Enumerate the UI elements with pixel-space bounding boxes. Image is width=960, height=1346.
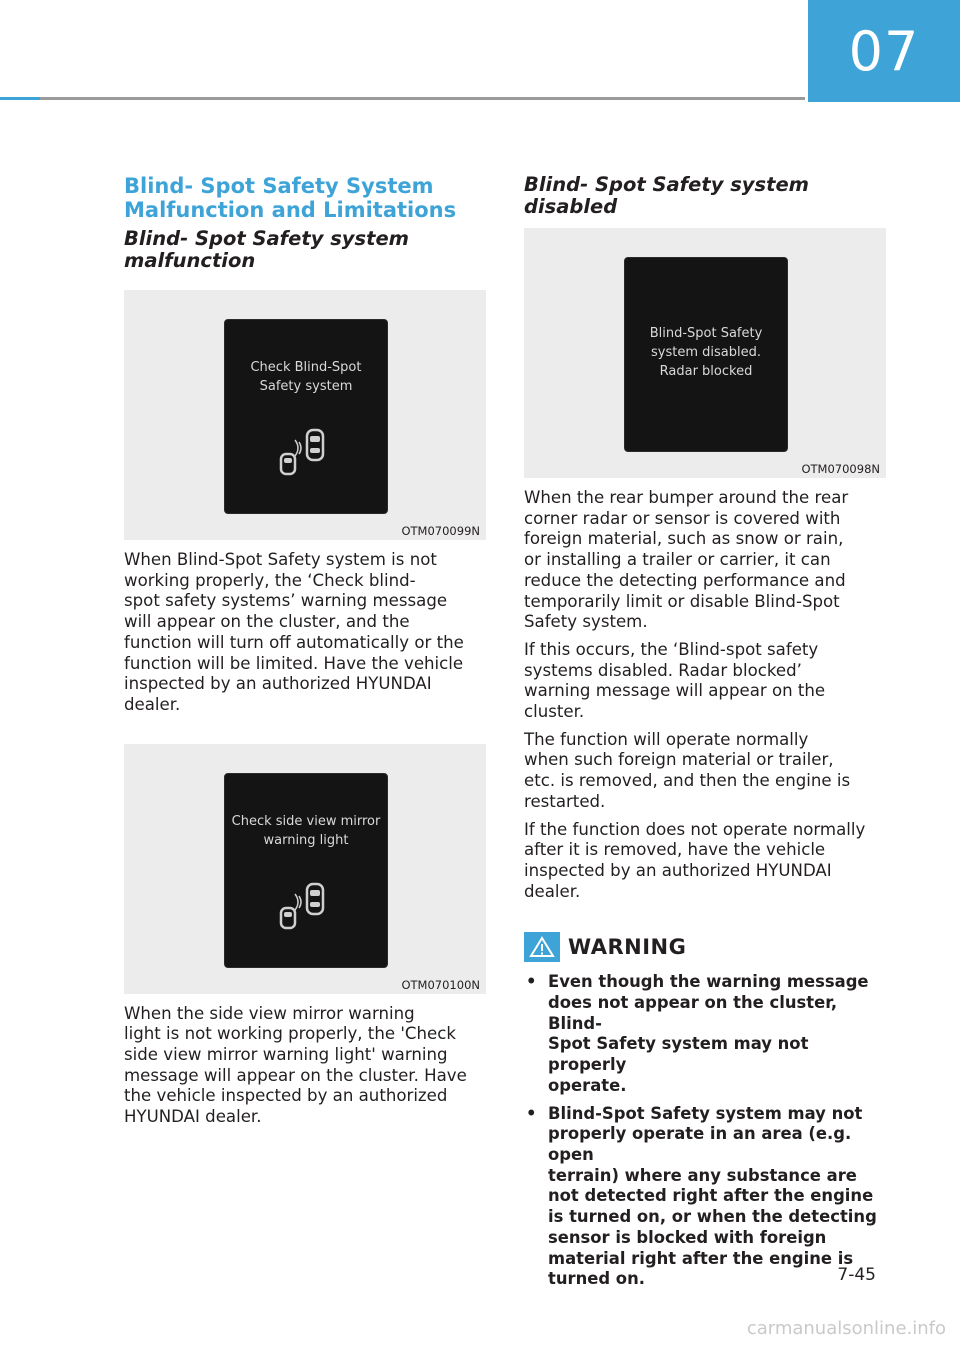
cluster-message: Check side view mirror warning light <box>231 813 381 848</box>
figure-check-side-mirror <box>124 744 486 994</box>
list-item <box>524 972 886 1096</box>
bullet-icon: • <box>526 972 537 992</box>
paragraph: The function will operate normally when such foreign material or trailer, etc. is removed, and then the engine is restarted. <box>524 729 851 811</box>
bullet-icon: • <box>526 1103 537 1123</box>
car-radar-icon <box>277 428 337 484</box>
paragraph: When the side view mirror warning light is not working properly, the 'Check side view mirror warning light' warning message will appear on the cluster. Have the vehicle inspected by an authorized HYUNDAI dealer. <box>124 1003 467 1127</box>
figure-code: OTM070099N <box>401 524 480 538</box>
cluster-screen <box>624 257 788 452</box>
warning-triangle-icon <box>524 932 560 962</box>
figure-code: OTM070100N <box>401 977 480 992</box>
list-item <box>524 1104 886 1290</box>
header-rule-accent <box>0 97 40 100</box>
paragraph: If the function does not operate normally after it is removed, have the vehicle inspected by an authorized HYUNDAI dealer. <box>524 819 866 901</box>
subtitle-disabled: Blind- Spot Safety system disabled <box>524 173 809 218</box>
subtitle-malfunction: Blind- Spot Safety system malfunction <box>124 227 409 272</box>
warning-item-text: Blind-Spot Safety system may not properly operate in an area (e.g. open terrain) where any substance are not detected right after the engine is turned on, or when the detecting sensor is blocked with foreign material right after the engine is turned on. <box>548 1103 877 1289</box>
warning-list <box>524 972 886 1290</box>
chapter-tab: 07 <box>808 0 960 102</box>
figure-radar-blocked <box>524 228 886 478</box>
section-title: Blind- Spot Safety System Malfunction and Limitations <box>124 174 457 222</box>
warning-title: WARNING <box>568 935 687 960</box>
cluster-screen <box>224 773 388 968</box>
paragraph: When the rear bumper around the rear corner radar or sensor is covered with foreign material, such as snow or rain, or installing a trailer or carrier, it can reduce the detecting performance and temporarily limit or disable Blind-Spot Safety system. <box>524 488 849 632</box>
left-column <box>124 174 486 1128</box>
paragraph: If this occurs, the ‘Blind-spot safety systems disabled. Radar blocked’ warning message will appear on the cluster. <box>524 639 826 722</box>
warning-item-text: Even though the warning message does not appear on the cluster, Blind- Spot Safety system may not properly operate. <box>548 972 869 1095</box>
footer-watermark: carmanualsonline.info <box>746 1318 946 1339</box>
right-column <box>524 174 886 1297</box>
warning-header <box>524 932 886 962</box>
header-rule <box>0 97 805 100</box>
paragraph: When Blind-Spot Safety system is not working properly, the ‘Check blind- spot safety systems’ warning message will appear on the cluster, and the function will turn off automatically or the function will be limited. Have the vehicle inspected by an authorized HYUNDAI dealer. <box>124 550 464 714</box>
cluster-message: Check Blind-Spot Safety system <box>250 360 362 394</box>
figure-code: OTM070098N <box>801 462 880 476</box>
page-number: 7-45 <box>837 1265 876 1285</box>
figure-check-blind-spot <box>124 290 486 540</box>
cluster-screen <box>224 319 388 514</box>
car-radar-icon <box>277 882 337 938</box>
cluster-message: Blind-Spot Safety system disabled. Radar blocked <box>649 326 763 379</box>
